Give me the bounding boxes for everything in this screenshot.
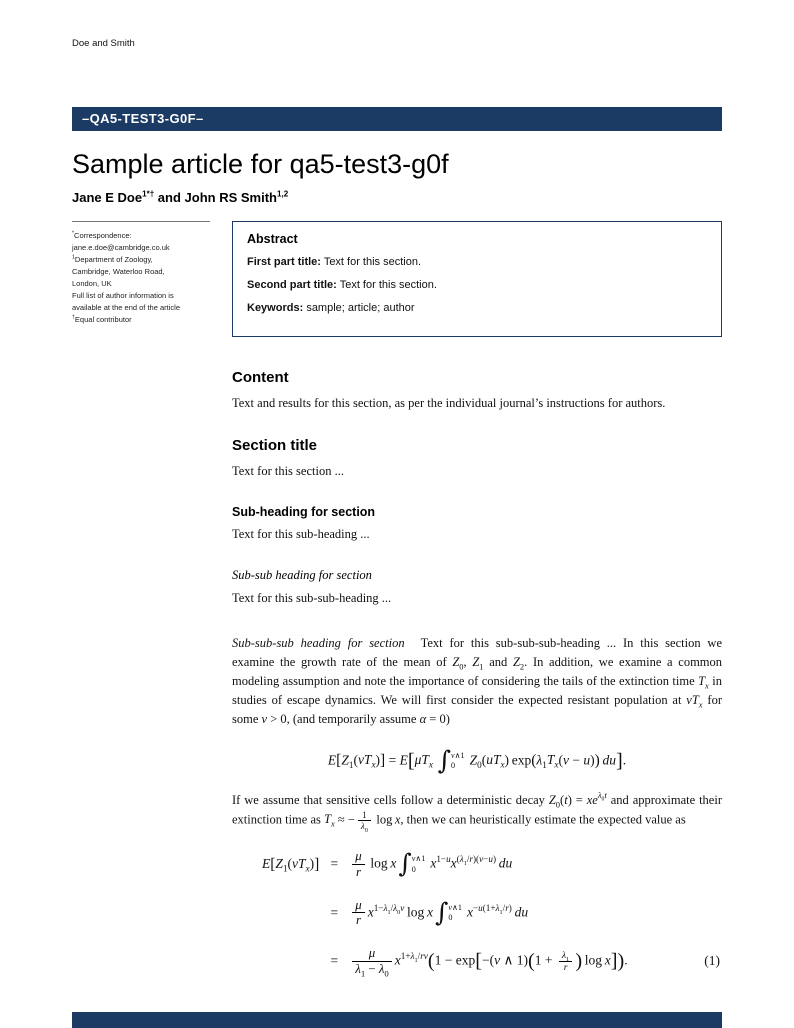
section-heading: Section title [232, 436, 318, 454]
abstract-title: Abstract [247, 232, 298, 247]
subsection-paragraph: Text for this sub-heading ... [232, 526, 370, 541]
abstract-row-label: Second part title: [247, 278, 337, 291]
equation-number: (1) [704, 953, 720, 969]
author-notes: *Correspondence: jane.e.doe@cambridge.co.uk $^1$Department of Zoology, Cambridge, Waterloo Road, London, UK Full list of author information is available at the end of the article †Equal contributor [72, 221, 210, 326]
article-title: Sample article for qa5-test3-g0f [72, 149, 449, 179]
abstract-row [247, 255, 707, 271]
body-paragraph: If we assume that sensitive cells follow a deterministic decay $Z_0(t) = xe^{\lambda_0t}$ and approximate their extinction time as $T_x$ ≈ − $\frac{1}{\lambda_0}$ log x, then we can heuristically estimate the expected value as [232, 790, 722, 834]
authors-line: Jane E Doe$^{1*\dagger}$ and John RS Smith$^{1,2}$ [72, 189, 289, 206]
abstract-row [247, 301, 707, 317]
header-columns [72, 221, 722, 337]
equation-relation: = [330, 856, 339, 872]
main-column [232, 369, 722, 1017]
equation-array [262, 849, 722, 977]
paragraph-with-runin-heading [232, 634, 722, 729]
abstract-box [232, 221, 722, 337]
equation-lhs: $E[Z_1(vT_x)]$ [262, 856, 320, 874]
abstract-row-text: Text for this section. [323, 256, 422, 269]
content-heading: Content [232, 368, 289, 386]
equation-relation: = [330, 904, 339, 920]
display-equation: $E[Z_1(vT_x)] = E[\mu T_x$ ∫ v∧1 0 $Z_0(uT_x) \exp(\lambda_1T_x(v - u))$ du]. [327, 745, 627, 776]
category-banner: –QA5-TEST3-G0F– [72, 107, 722, 131]
running-header: Doe and Smith [72, 38, 135, 49]
abstract-row-label: Keywords: [247, 301, 304, 314]
abstract-row [247, 278, 707, 294]
runin-paragraph-text: Text for this sub-sub-sub-heading ... In this section we examine the growth rate of the mean of $Z_0$, $Z_1$ and $Z_2$. In addition, we examine a common modeling assumption and note the importance of considering the tails of the extinction time $T_x$ in studies of escape dynamics. We will first consider the expected resistant population at $vT_x$ for some v > 0, (and temporarily assume α = 0) [232, 635, 723, 726]
footer-bar [72, 1012, 722, 1028]
abstract-row-label: First part title: [247, 256, 321, 269]
abstract-row-text: sample; article; author [306, 301, 415, 314]
subsubsection-heading: Sub-sub heading for section [232, 567, 372, 582]
equation-relation: = [330, 953, 339, 969]
equation-rhs: $\frac{\mu}{r}$ $x^{1-\lambda_1/\lambda_0v}$ log x∫ v∧1 0 $x^{-u(1+\lambda_1/r)}$ du [349, 898, 627, 929]
section-paragraph: Text for this section ... [232, 463, 344, 478]
subsection-heading: Sub-heading for section [232, 504, 376, 519]
content-paragraph: Text and results for this section, as per the individual journal’s instructions for authors. [232, 395, 666, 410]
equation-rhs: $\frac{\mu}{r}$ log x∫ v∧1 0 $x^{1-u}x^{(\lambda_1/r)(v-u)}$ du [349, 849, 627, 880]
runin-heading: Sub-sub-sub heading for section [232, 635, 405, 650]
subsubsection-paragraph: Text for this sub-sub-heading ... [232, 590, 392, 605]
abstract-row-text: Text for this section. [339, 278, 437, 291]
equation-rhs: $\frac{\mu}{\lambda_1 - \lambda_0}$ $x^{1+\lambda_1/rv}(1 - \exp[-(v$ ∧ 1)(1 + $\frac{\lambda_1}{r}$ ) log x]). [349, 946, 627, 977]
